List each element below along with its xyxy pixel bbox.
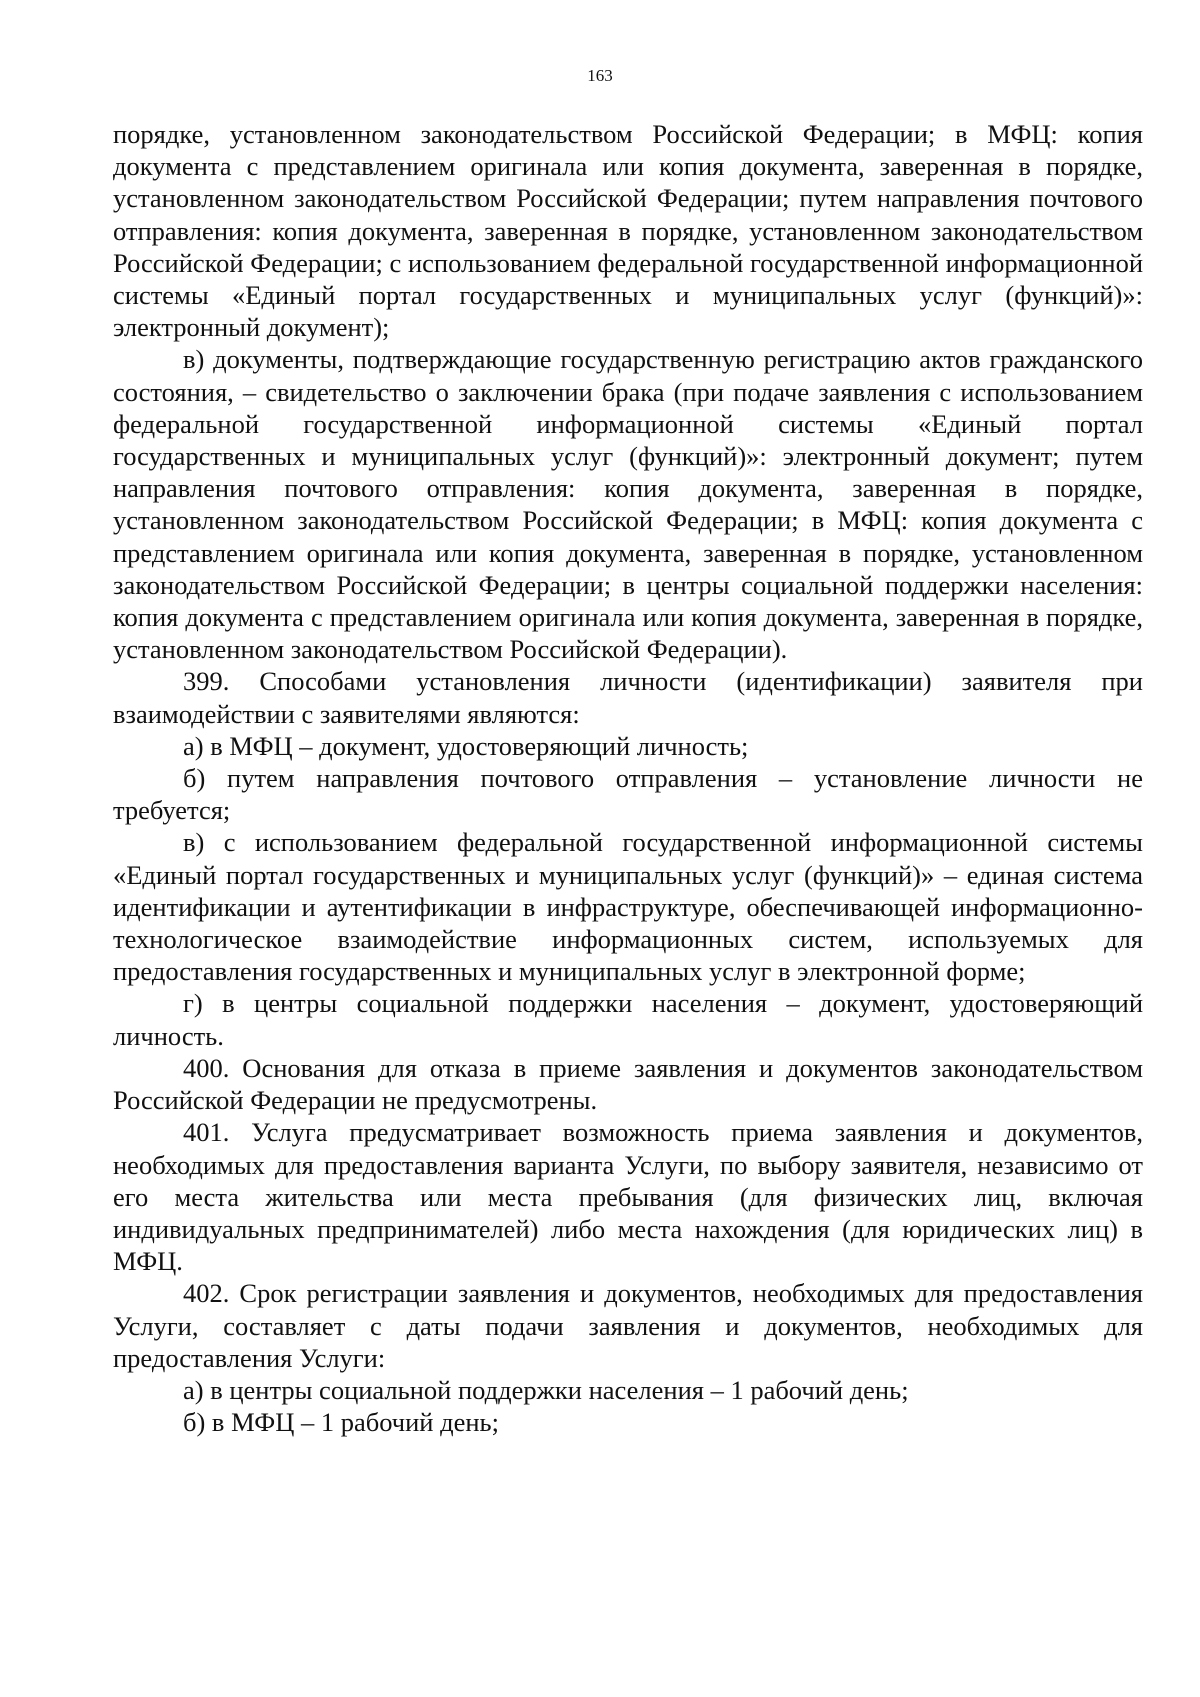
paragraph-399-a: а) в МФЦ – документ, удостоверяющий личность; [183, 730, 749, 761]
paragraph-402-b: б) в МФЦ – 1 рабочий день; [183, 1407, 499, 1438]
paragraph-399-b: б) путем направления почтового отправления – установление личности не требуется; [113, 763, 1143, 826]
paragraph-399-v: в) с использованием федеральной государственной информационной системы «Единый портал государственных и муниципальных услуг (функций)» – единая система идентификации и аутентификации в инфраструктуре, обеспечивающей информационно-технологическое взаимодействие информационных систем, используемых для предоставления государственных и муниципальных услуг в электронной форме; [113, 827, 1143, 987]
paragraph-402-a: а) в центры социальной поддержки населения – 1 рабочий день; [183, 1374, 909, 1405]
paragraph-399-g: г) в центры социальной поддержки населения – документ, удостоверяющий личность. [113, 988, 1143, 1051]
document-body [113, 118, 1143, 1438]
page-number: 163 [587, 66, 613, 85]
paragraph-continuation: порядке, установленном законодательством Российской Федерации; в МФЦ: копия документа с представлением оригинала или копия документа, заверенная в порядке, установленном законодательством Российской Федерации; путем направления почтового отправления: копия документа, заверенная в порядке, установленном законодательством Российской Федерации; с использованием федеральной государственной информационной системы «Единый портал государственных и муниципальных услуг (функций)»: электронный документ); [113, 119, 1143, 343]
paragraph-401: 401. Услуга предусматривает возможность приема заявления и документов, необходимых для предоставления варианта Услуги, по выбору заявителя, независимо от его места жительства или места пребывания (для физических лиц, включая индивидуальных предпринимателей) либо места нахождения (для юридических лиц) в МФЦ. [113, 1117, 1143, 1277]
paragraph-400: 400. Основания для отказа в приеме заявления и документов законодательством Российской Федерации не предусмотрены. [113, 1052, 1143, 1116]
paragraph-399: 399. Способами установления личности (идентификации) заявителя при взаимодействии с заявителями являются: [113, 666, 1143, 729]
paragraph-item-v-marriage: в) документы, подтверждающие государственную регистрацию актов гражданского состояния, – свидетельство о заключении брака (при подаче заявления с использованием федеральной государственной информационной системы «Единый портал государственных и муниципальных услуг (функций)»: электронный документ; путем направления почтового отправления: копия документа, заверенная в порядке, установленном законодательством Российской Федерации; в МФЦ: копия документа с представлением оригинала или копия документа, заверенная в порядке, установленном законодательством Российской Федерации; в центры социальной поддержки населения: копия документа с представлением оригинала или копия документа, заверенная в порядке, установленном законодательством Российской Федерации). [113, 344, 1143, 665]
paragraph-402: 402. Срок регистрации заявления и документов, необходимых для предоставления Услуги, составляет с даты подачи заявления и документов, необходимых для предоставления Услуги: [113, 1278, 1143, 1373]
